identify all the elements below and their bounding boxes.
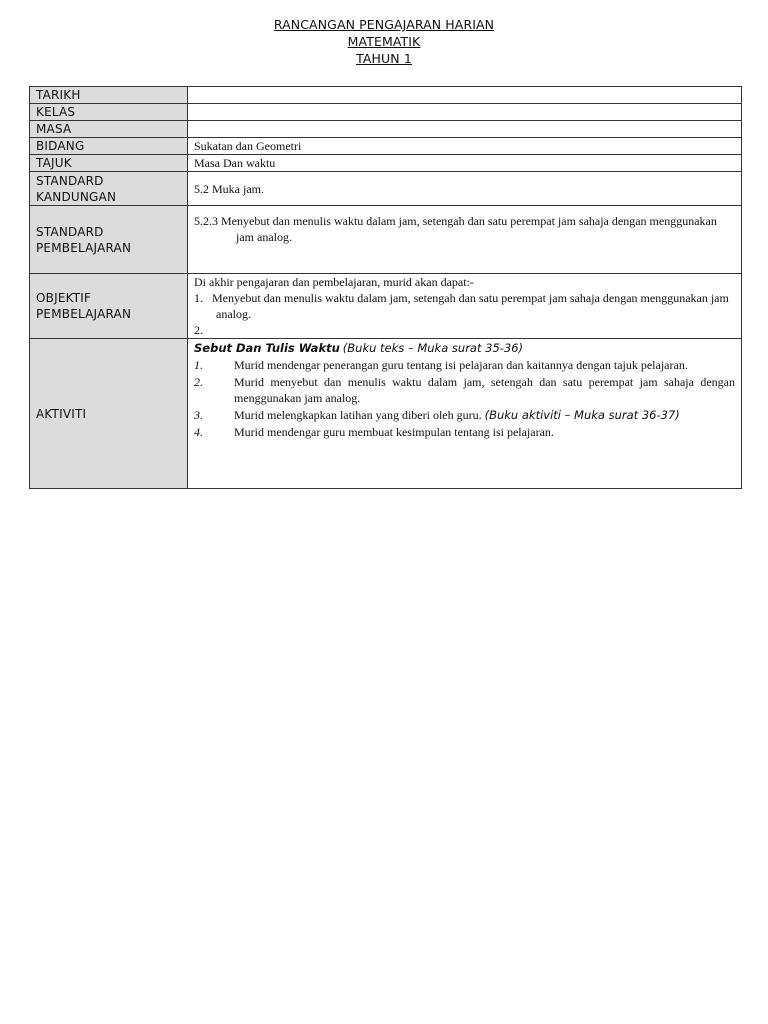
row-kelas [30, 104, 742, 121]
row-masa [30, 121, 742, 138]
label-kelas: KELAS [30, 104, 188, 121]
value-tajuk: Masa Dan waktu [188, 155, 742, 172]
value-standard-pembelajaran [188, 206, 742, 274]
label-line-2: PEMBELAJARAN [36, 307, 132, 321]
label-line-1: STANDARD [36, 224, 104, 239]
row-aktiviti [30, 339, 742, 489]
aktiviti-item [194, 357, 735, 373]
value-objektif [188, 274, 742, 339]
label-line-2: KANDUNGAN [36, 189, 117, 204]
label-bidang: BIDANG [30, 138, 188, 155]
label-aktiviti: AKTIVITI [30, 339, 188, 489]
aktiviti-item [194, 424, 735, 440]
lesson-plan-table [29, 86, 742, 489]
aktiviti-item-text [234, 374, 735, 406]
row-tarikh [30, 87, 742, 104]
label-standard-pembelajaran [30, 206, 188, 274]
header-title: RANCANGAN PENGAJARAN HARIAN [273, 17, 495, 32]
label-tarikh: TARIKH [30, 87, 188, 104]
row-tajuk [30, 155, 742, 172]
header-subject: MATEMATIK [347, 34, 421, 49]
header-year: TAHUN 1 [356, 51, 412, 66]
aktiviti-item-body: Murid mendengar guru membuat kesimpulan tentang isi pelajaran. [234, 425, 554, 439]
label-line-2: PEMBELAJARAN [36, 240, 132, 255]
aktiviti-item-body: Murid melengkapkan latihan yang diberi oleh guru. [234, 408, 482, 422]
aktiviti-item-text [234, 357, 735, 373]
aktiviti-item-text [234, 424, 735, 440]
aktiviti-item-body: Murid mendengar penerangan guru tentang isi pelajaran dan kaitannya dengan tajuk pelajaran. [234, 358, 688, 372]
aktiviti-item-note: (Buku aktiviti – Muka surat 36-37) [484, 408, 680, 422]
aktiviti-reference: (Buku teks – Muka surat 35-36) [342, 341, 524, 355]
aktiviti-item-text [234, 407, 735, 423]
aktiviti-item [194, 407, 735, 423]
value-aktiviti [188, 339, 742, 489]
objektif-item-text: Menyebut dan menulis waktu dalam jam, setengah dan satu perempat jam sahaja dengan menggunakan jam analog. [212, 291, 729, 321]
objektif-item-number: 1. [194, 291, 203, 305]
aktiviti-item-body: Murid menyebut dan menulis waktu dalam jam, setengah dan satu perempat jam sahaja dengan menggunakan jam analog. [234, 375, 735, 405]
value-masa [188, 121, 742, 138]
aktiviti-heading [194, 339, 735, 356]
value-bidang: Sukatan dan Geometri [188, 138, 742, 155]
aktiviti-title: Sebut Dan Tulis Waktu [194, 341, 340, 355]
standard-pembelajaran-text: 5.2.3 Menyebut dan menulis waktu dalam jam, setengah dan satu perempat jam sahaja dengan menggunakan jam analog. [194, 214, 717, 244]
label-objektif [30, 274, 188, 339]
document-header [0, 17, 768, 68]
label-tajuk: TAJUK [30, 155, 188, 172]
value-tarikh [188, 87, 742, 104]
aktiviti-item-number: 3. [194, 408, 203, 422]
aktiviti-item-number: 1. [194, 358, 203, 372]
row-bidang [30, 138, 742, 155]
aktiviti-item [194, 374, 735, 406]
label-line-1: STANDARD [36, 173, 104, 188]
row-standard-kandungan [30, 172, 742, 206]
label-standard-kandungan [30, 172, 188, 206]
objektif-item-number: 2. [194, 323, 203, 337]
value-kelas [188, 104, 742, 121]
objektif-item [194, 290, 735, 322]
aktiviti-item-number: 2. [194, 375, 203, 389]
objektif-item [194, 322, 735, 338]
row-standard-pembelajaran [30, 206, 742, 274]
aktiviti-item-number: 4. [194, 425, 203, 439]
value-standard-kandungan: 5.2 Muka jam. [188, 172, 742, 206]
objektif-intro: Di akhir pengajaran dan pembelajaran, murid akan dapat:- [194, 275, 474, 289]
label-line-1: OBJEKTIF [36, 291, 92, 305]
row-objektif [30, 274, 742, 339]
label-masa: MASA [30, 121, 188, 138]
